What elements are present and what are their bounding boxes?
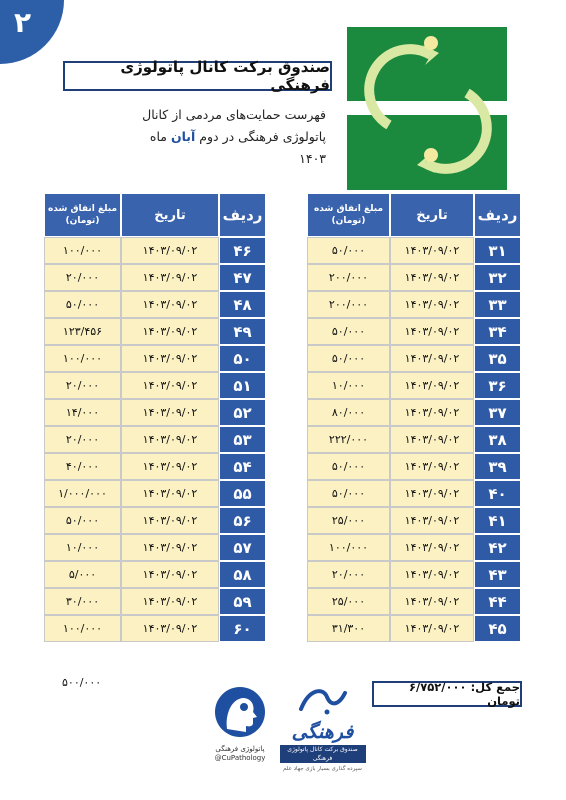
row-number-cell: ۵۷ [219, 534, 266, 561]
date-cell: ۱۴۰۳/۰۹/۰۲ [390, 426, 474, 453]
amount-cell: ۵/۰۰۰ [44, 561, 121, 588]
header-row-number: ردیف [219, 193, 266, 237]
pathology-logo [205, 685, 275, 775]
table-row [307, 318, 521, 345]
row-number-cell: ۵۹ [219, 588, 266, 615]
date-cell: ۱۴۰۳/۰۹/۰۲ [390, 453, 474, 480]
pathology-caption: پاتولوژی فرهنگی [215, 745, 265, 753]
row-number-cell: ۳۵ [474, 345, 521, 372]
page-number-badge [0, 0, 64, 64]
date-cell: ۱۴۰۳/۰۹/۰۲ [390, 345, 474, 372]
row-number-cell: ۴۲ [474, 534, 521, 561]
header-amount: مبلغ انفاق شده (تومان) [307, 193, 390, 237]
row-number-cell: ۶۰ [219, 615, 266, 642]
amount-cell: ۱/۰۰۰/۰۰۰ [44, 480, 121, 507]
row-number-cell: ۵۱ [219, 372, 266, 399]
table-row [307, 561, 521, 588]
date-cell: ۱۴۰۳/۰۹/۰۲ [121, 453, 219, 480]
table-row [44, 453, 266, 480]
amount-cell: ۱۰۰/۰۰۰ [44, 345, 121, 372]
date-cell: ۱۴۰۳/۰۹/۰۲ [390, 480, 474, 507]
table-row [44, 291, 266, 318]
table-row [44, 345, 266, 372]
pathology-handle: @CuPathology [214, 754, 266, 762]
subtitle [130, 104, 326, 170]
amount-cell: ۱۰/۰۰۰ [44, 534, 121, 561]
table-row [44, 264, 266, 291]
row-number-cell: ۴۴ [474, 588, 521, 615]
amount-cell: ۲۲۲/۰۰۰ [307, 426, 390, 453]
profile-head-icon [213, 685, 267, 739]
amount-cell: ۳۱/۳۰۰ [307, 615, 390, 642]
amount-cell: ۱۲۳/۴۵۶ [44, 318, 121, 345]
amount-cell: ۲۰/۰۰۰ [307, 561, 390, 588]
date-cell: ۱۴۰۳/۰۹/۰۲ [121, 615, 219, 642]
amount-cell: ۱۰۰/۰۰۰ [307, 534, 390, 561]
header-date: تاریخ [390, 193, 474, 237]
amount-cell: ۵۰/۰۰۰ [44, 291, 121, 318]
row-number-cell: ۴۰ [474, 480, 521, 507]
date-cell: ۱۴۰۳/۰۹/۰۲ [121, 507, 219, 534]
extra-amount: ۵۰۰/۰۰۰ [62, 676, 102, 689]
row-number-cell: ۵۲ [219, 399, 266, 426]
table-row [44, 426, 266, 453]
date-cell: ۱۴۰۳/۰۹/۰۲ [121, 291, 219, 318]
date-cell: ۱۴۰۳/۰۹/۰۲ [121, 426, 219, 453]
table-row [307, 615, 521, 642]
table-row [307, 480, 521, 507]
date-cell: ۱۴۰۳/۰۹/۰۲ [390, 399, 474, 426]
table-row [307, 453, 521, 480]
row-number-cell: ۴۳ [474, 561, 521, 588]
date-cell: ۱۴۰۳/۰۹/۰۲ [121, 480, 219, 507]
table-row [44, 480, 266, 507]
row-number-cell: ۵۳ [219, 426, 266, 453]
subtitle-suffix: ماه ۱۴۰۳ [149, 129, 326, 166]
date-cell: ۱۴۰۳/۰۹/۰۲ [390, 291, 474, 318]
date-cell: ۱۴۰۳/۰۹/۰۲ [121, 237, 219, 264]
header-date: تاریخ [121, 193, 219, 237]
row-number-cell: ۵۸ [219, 561, 266, 588]
row-number-cell: ۴۵ [474, 615, 521, 642]
header-amount: مبلغ انفاق شده (تومان) [44, 193, 121, 237]
amount-cell: ۵۰/۰۰۰ [307, 345, 390, 372]
amount-cell: ۱۰۰/۰۰۰ [44, 615, 121, 642]
date-cell: ۱۴۰۳/۰۹/۰۲ [121, 534, 219, 561]
table-row [44, 534, 266, 561]
row-number-cell: ۴۷ [219, 264, 266, 291]
amount-cell: ۲۵/۰۰۰ [307, 588, 390, 615]
table-row [307, 237, 521, 264]
row-number-cell: ۳۸ [474, 426, 521, 453]
table-row [44, 588, 266, 615]
row-number-cell: ۴۱ [474, 507, 521, 534]
amount-cell: ۲۰/۰۰۰ [44, 264, 121, 291]
subtitle-line-1: فهرست حمایت‌های مردمی از کانال [142, 107, 326, 122]
date-cell: ۱۴۰۳/۰۹/۰۲ [390, 318, 474, 345]
subtitle-month: آبان [170, 129, 196, 144]
book-cover-image [347, 27, 507, 190]
row-number-cell: ۳۱ [474, 237, 521, 264]
date-cell: ۱۴۰۳/۰۹/۰۲ [121, 372, 219, 399]
table-row [307, 264, 521, 291]
amount-cell: ۵۰/۰۰۰ [307, 453, 390, 480]
amount-cell: ۲۰/۰۰۰ [44, 372, 121, 399]
row-number-cell: ۳۲ [474, 264, 521, 291]
row-number-cell: ۳۴ [474, 318, 521, 345]
amount-cell: ۳۰/۰۰۰ [44, 588, 121, 615]
table-row [307, 291, 521, 318]
date-cell: ۱۴۰۳/۰۹/۰۲ [390, 588, 474, 615]
amount-cell: ۵۰/۰۰۰ [307, 318, 390, 345]
table-row [44, 399, 266, 426]
subtitle-prefix: پاتولوژی فرهنگی در دوم [199, 129, 326, 144]
row-number-cell: ۵۴ [219, 453, 266, 480]
date-cell: ۱۴۰۳/۰۹/۰۲ [121, 345, 219, 372]
row-number-cell: ۵۰ [219, 345, 266, 372]
table-row [307, 426, 521, 453]
amount-cell: ۲۰/۰۰۰ [44, 426, 121, 453]
amount-cell: ۱۰/۰۰۰ [307, 372, 390, 399]
row-number-cell: ۴۸ [219, 291, 266, 318]
row-number-cell: ۳۶ [474, 372, 521, 399]
amount-cell: ۱۰۰/۰۰۰ [44, 237, 121, 264]
header-row-number: ردیف [474, 193, 521, 237]
table-row [44, 372, 266, 399]
row-number-cell: ۵۵ [219, 480, 266, 507]
farhangi-small-text: سپرده گذاری بسیار بازی جهاد علم [283, 766, 362, 772]
total-sum: جمع کل: ۶/۷۵۲/۰۰۰ تومان [372, 681, 522, 707]
table-row [44, 615, 266, 642]
farhangi-swirl-icon [293, 685, 353, 717]
date-cell: ۱۴۰۳/۰۹/۰۲ [390, 507, 474, 534]
table-row [307, 372, 521, 399]
date-cell: ۱۴۰۳/۰۹/۰۲ [121, 399, 219, 426]
date-cell: ۱۴۰۳/۰۹/۰۲ [390, 534, 474, 561]
date-cell: ۱۴۰۳/۰۹/۰۲ [390, 372, 474, 399]
table-row [307, 534, 521, 561]
table-row [44, 237, 266, 264]
amount-cell: ۴۰/۰۰۰ [44, 453, 121, 480]
amount-cell: ۲۵/۰۰۰ [307, 507, 390, 534]
row-number-cell: ۳۷ [474, 399, 521, 426]
table-row [44, 561, 266, 588]
date-cell: ۱۴۰۳/۰۹/۰۲ [390, 561, 474, 588]
cycle-arrows-icon [347, 27, 507, 190]
farhangi-tagline: صندوق برکت کانال پاتولوژی فرهنگی [280, 745, 366, 763]
date-cell: ۱۴۰۳/۰۹/۰۲ [121, 561, 219, 588]
amount-cell: ۱۴/۰۰۰ [44, 399, 121, 426]
table-row [307, 588, 521, 615]
subtitle-line-2 [130, 126, 326, 170]
table-row [307, 507, 521, 534]
page-number: ۲ [14, 6, 32, 39]
amount-cell: ۲۰۰/۰۰۰ [307, 264, 390, 291]
page-title: صندوق برکت کانال پاتولوژی فرهنگی [120, 58, 330, 94]
table-header-row [44, 193, 266, 237]
date-cell: ۱۴۰۳/۰۹/۰۲ [390, 264, 474, 291]
row-number-cell: ۳۹ [474, 453, 521, 480]
farhangi-logo [275, 685, 370, 785]
amount-cell: ۲۰۰/۰۰۰ [307, 291, 390, 318]
row-number-cell: ۴۶ [219, 237, 266, 264]
date-cell: ۱۴۰۳/۰۹/۰۲ [121, 588, 219, 615]
date-cell: ۱۴۰۳/۰۹/۰۲ [121, 318, 219, 345]
amount-cell: ۵۰/۰۰۰ [307, 480, 390, 507]
row-number-cell: ۵۶ [219, 507, 266, 534]
date-cell: ۱۴۰۳/۰۹/۰۲ [390, 237, 474, 264]
date-cell: ۱۴۰۳/۰۹/۰۲ [390, 615, 474, 642]
farhangi-brand: فرهنگی [291, 721, 354, 743]
table-row [307, 345, 521, 372]
amount-cell: ۸۰/۰۰۰ [307, 399, 390, 426]
table-row [307, 399, 521, 426]
row-number-cell: ۳۳ [474, 291, 521, 318]
page-title-box [63, 58, 332, 94]
table-row [44, 318, 266, 345]
donations-table-right [307, 193, 521, 642]
row-number-cell: ۴۹ [219, 318, 266, 345]
donations-table-left [44, 193, 266, 642]
table-header-row [307, 193, 521, 237]
amount-cell: ۵۰/۰۰۰ [307, 237, 390, 264]
date-cell: ۱۴۰۳/۰۹/۰۲ [121, 264, 219, 291]
table-row [44, 507, 266, 534]
amount-cell: ۵۰/۰۰۰ [44, 507, 121, 534]
